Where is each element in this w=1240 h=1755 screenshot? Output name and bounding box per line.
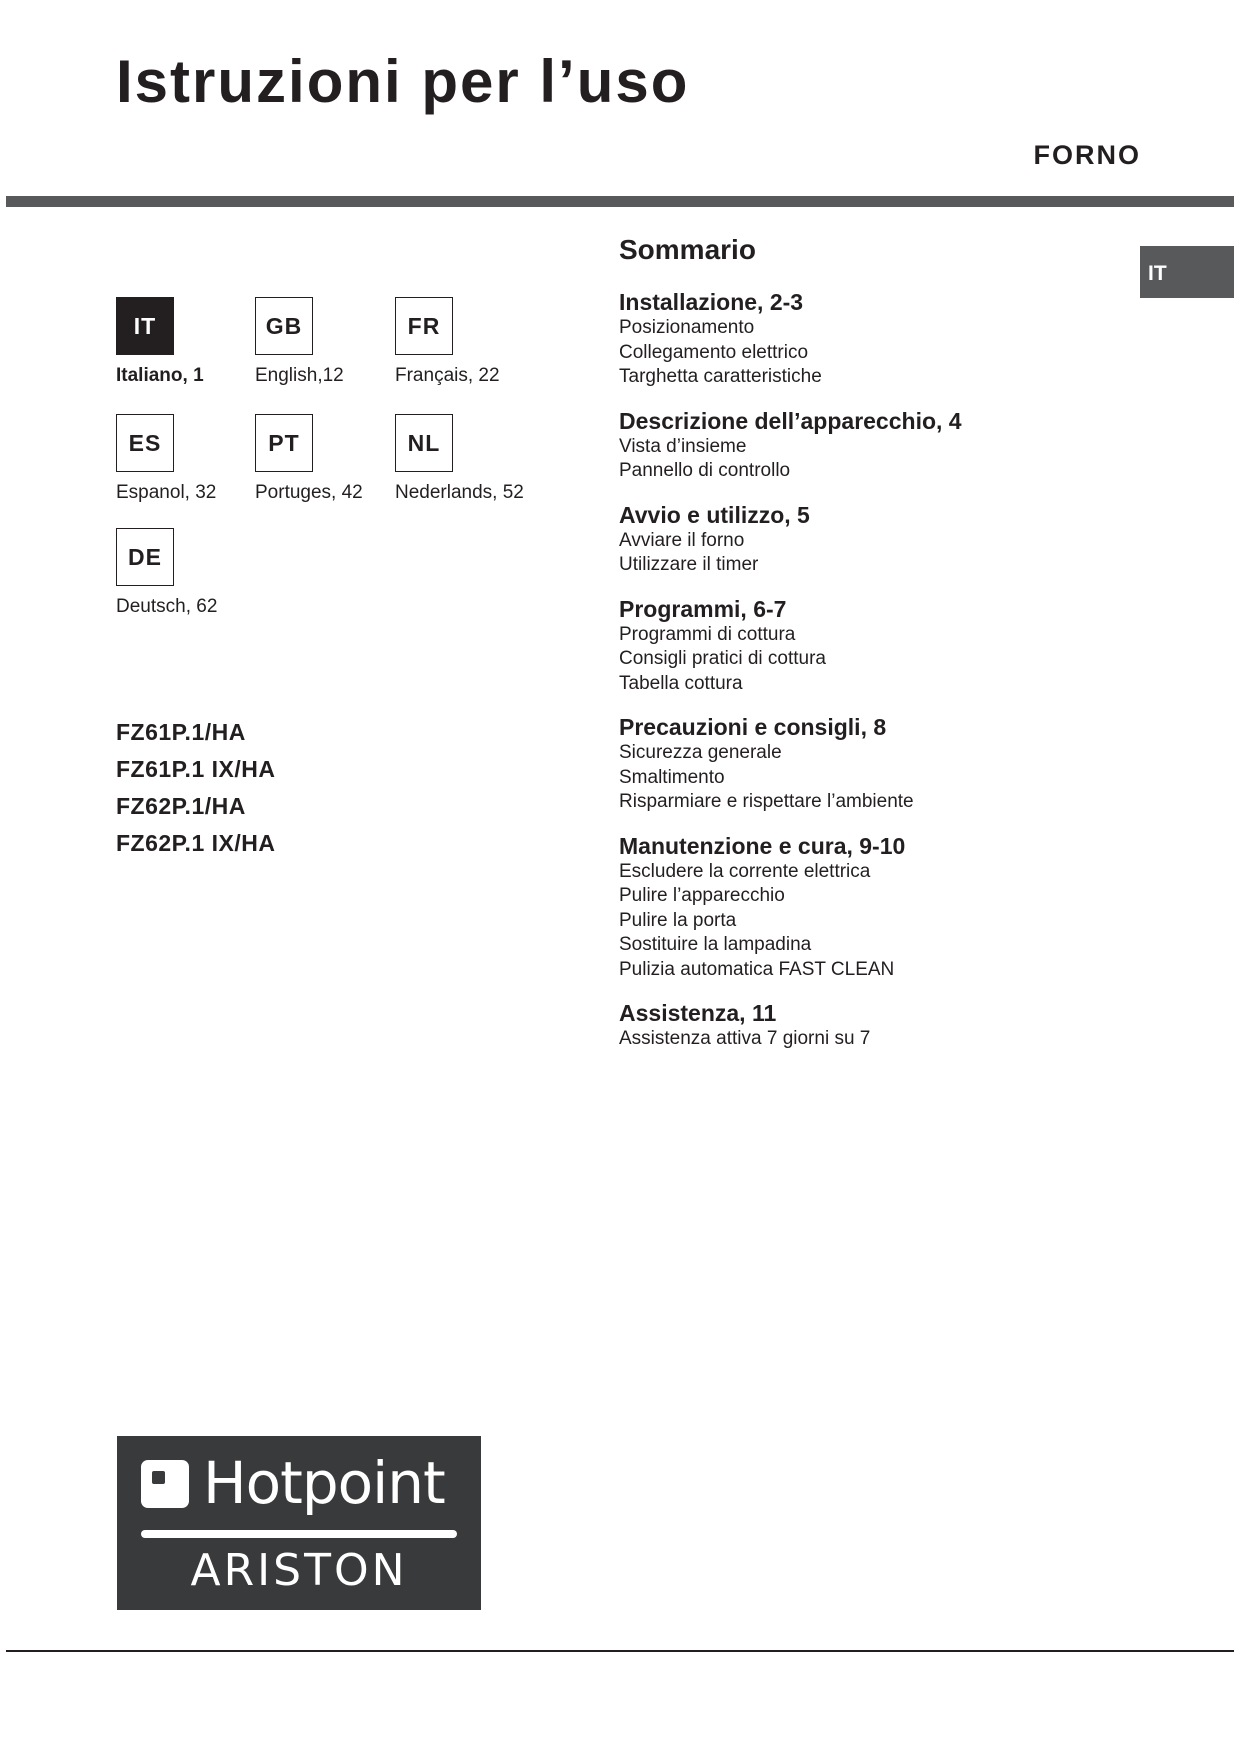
page-title: Istruzioni per l’uso (116, 48, 690, 115)
hotpoint-ariston-logo (117, 1436, 481, 1610)
language-label: Italiano, 1 (116, 365, 204, 386)
toc-section-avvio (619, 501, 1119, 578)
language-pt[interactable] (255, 414, 395, 504)
toc-heading[interactable]: Manutenzione e cura, 9-10 (619, 832, 906, 859)
language-label: Français, 22 (395, 365, 500, 386)
toc-item[interactable]: Vista d’insieme (619, 435, 747, 457)
model-number: FZ62P.1/HA (116, 793, 246, 819)
language-code-box[interactable]: DE (116, 528, 174, 586)
logo-wordmark-top: Hotpoint (203, 1449, 445, 1517)
language-code-box[interactable]: ES (116, 414, 174, 472)
language-de[interactable] (116, 528, 256, 618)
toc-item[interactable]: Pannello di controllo (619, 460, 791, 481)
language-label: Deutsch, 62 (116, 596, 218, 617)
toc-item[interactable]: Collegamento elettrico (619, 341, 809, 363)
toc-item[interactable]: Tabella cottura (619, 672, 743, 694)
language-it[interactable] (116, 297, 256, 387)
toc-section-descrizione (619, 407, 1119, 484)
current-language-tab: IT (1140, 246, 1234, 298)
toc-item[interactable]: Utilizzare il timer (619, 554, 759, 575)
toc-item[interactable]: Smaltimento (619, 766, 725, 788)
header-divider (6, 196, 1234, 207)
toc-section-precauzioni (619, 713, 1119, 815)
toc-item[interactable]: Escludere la corrente elettrica (619, 860, 871, 882)
model-number: FZ62P.1 IX/HA (116, 830, 276, 856)
toc-heading[interactable]: Installazione, 2-3 (619, 289, 804, 315)
model-number: FZ61P.1/HA (116, 719, 246, 745)
model-list (116, 714, 275, 862)
toc-item[interactable]: Programmi di cottura (619, 623, 796, 645)
language-label: Nederlands, 52 (395, 482, 524, 503)
toc-heading[interactable]: Programmi, 6-7 (619, 595, 787, 622)
logo-wordmark-bottom: ARISTON (190, 1545, 408, 1596)
toc-heading[interactable]: Avvio e utilizzo, 5 (619, 501, 810, 528)
toc-heading[interactable]: Descrizione dell’apparecchio, 4 (619, 407, 962, 434)
logo-mark-icon (141, 1460, 189, 1508)
language-nl[interactable] (395, 414, 535, 504)
toc-item[interactable]: Posizionamento (619, 317, 755, 338)
logo-divider (141, 1530, 457, 1538)
language-label: Espanol, 32 (116, 482, 217, 503)
language-code-box[interactable]: GB (255, 297, 313, 355)
toc-title: Sommario (619, 234, 756, 265)
toc-section-assistenza (619, 999, 1119, 1052)
language-code-box[interactable]: FR (395, 297, 453, 355)
language-gb[interactable] (255, 297, 395, 387)
toc-item[interactable]: Sostituire la lampadina (619, 934, 812, 955)
toc-item[interactable]: Sicurezza generale (619, 742, 782, 763)
toc-item[interactable]: Pulizia automatica FAST CLEAN (619, 958, 895, 980)
toc-item[interactable]: Targhetta caratteristiche (619, 366, 822, 387)
toc-section-programmi (619, 595, 1119, 697)
language-label: English,12 (255, 365, 344, 386)
table-of-contents (619, 232, 1119, 1069)
language-es[interactable] (116, 414, 256, 504)
language-code-box[interactable]: NL (395, 414, 453, 472)
toc-item[interactable]: Risparmiare e rispettare l’ambiente (619, 791, 914, 812)
toc-section-installazione (619, 288, 1119, 390)
toc-item[interactable]: Pulire la porta (619, 909, 737, 931)
toc-heading[interactable]: Assistenza, 11 (619, 1000, 777, 1026)
toc-item[interactable]: Assistenza attiva 7 giorni su 7 (619, 1028, 871, 1049)
toc-item[interactable]: Pulire l’apparecchio (619, 885, 785, 906)
toc-item[interactable]: Consigli pratici di cottura (619, 648, 826, 669)
language-code-box[interactable]: IT (116, 297, 174, 355)
product-type: FORNO (1033, 140, 1141, 170)
model-number: FZ61P.1 IX/HA (116, 756, 276, 782)
toc-section-manutenzione (619, 832, 1119, 983)
footer-divider (6, 1650, 1234, 1652)
toc-heading[interactable]: Precauzioni e consigli, 8 (619, 714, 887, 740)
language-fr[interactable] (395, 297, 535, 387)
toc-item[interactable]: Avviare il forno (619, 529, 745, 551)
language-label: Portuges, 42 (255, 482, 363, 503)
language-code-box[interactable]: PT (255, 414, 313, 472)
